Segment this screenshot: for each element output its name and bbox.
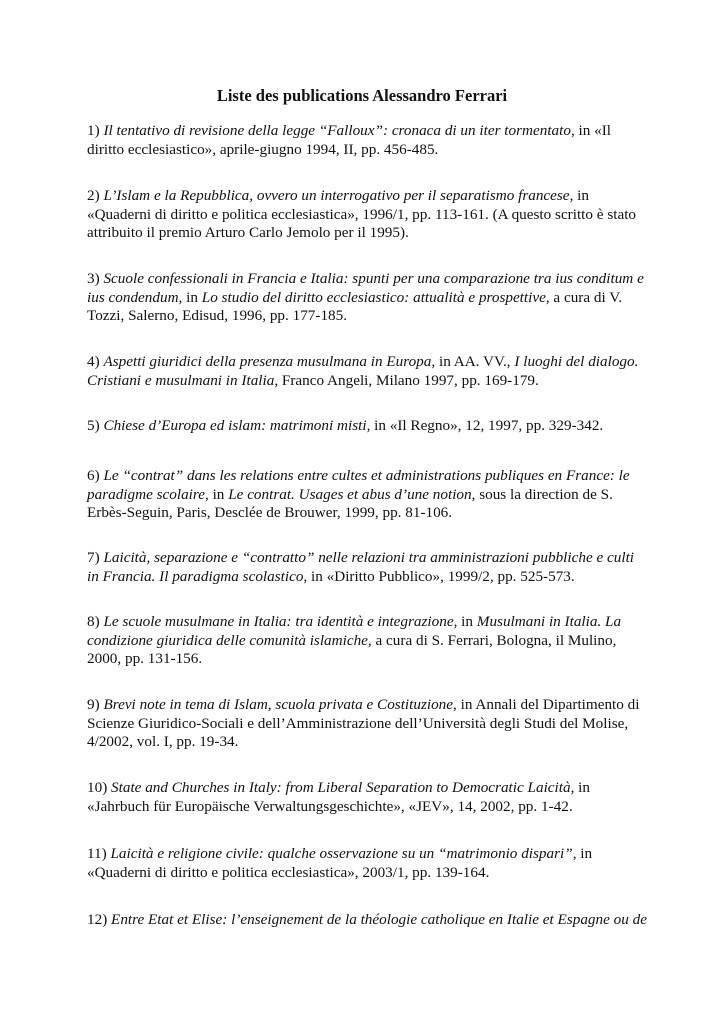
publication-title-text: Le scuole musulmane in Italia: tra identità e integrazione xyxy=(103,613,454,630)
publication-text: 2) xyxy=(87,187,104,204)
publication-title-text: Lo studio del diritto ecclesiastico: attualità e prospettive xyxy=(201,288,546,306)
publication-entry xyxy=(87,613,647,669)
publication-entry xyxy=(87,845,647,882)
publication-title-text: Laicità e religione civile: qualche osservazione su un “matrimonio dispari” xyxy=(110,845,573,862)
publication-title-text: Le contrat. Usages et abus d’une notion xyxy=(228,485,472,503)
publication-text: 7) xyxy=(87,549,104,566)
publication-text: 5) xyxy=(87,417,104,434)
publication-entry xyxy=(87,417,647,436)
publication-title-text: I luoghi del dialogo. Cristiani e musulmani in Italia xyxy=(87,353,639,389)
publication-title-text: State and Churches in Italy: from Liberal Separation to Democratic Laicità xyxy=(111,779,571,796)
publication-title-text: Le “contrat” dans les relations entre cultes et administrations publiques en France: le paradigme scolaire xyxy=(87,467,630,503)
publication-text: 4) xyxy=(87,353,104,370)
publication-text: 6) xyxy=(87,467,104,484)
publication-title-text: Laicità, separazione e “contratto” nelle relazioni tra amministrazioni pubbliche e culti in Francia. Il paradigma scolastico xyxy=(87,549,635,585)
page-title: Liste des publications Alessandro Ferrari xyxy=(216,86,508,105)
publication-text: , in AA. VV., xyxy=(431,353,515,370)
publication-text: 8) xyxy=(87,613,104,630)
publication-title-text: L’Islam e la Repubblica, ovvero un interrogativo per il separatismo francese xyxy=(103,187,570,204)
publication-text: , sous la direction de S. Erbès-Seguin, Paris, Desclée de Brouwer, 1999, pp. 81-106. xyxy=(87,485,613,522)
publication-text: , in Annali del Dipartimento di Scienze Giuridico-Sociali e dell’Amministrazione dell’Università degli Studi del Molise, 4/2002, vol. I, pp. 19-34. xyxy=(87,696,640,751)
publication-text: 9) xyxy=(87,696,104,713)
publication-entry xyxy=(87,122,647,159)
publication-title-text: Entre Etat et Elise: l’enseignement de la théologie catholique en Italie et Espagne ou de xyxy=(111,911,647,928)
publication-text: , Franco Angeli, Milano 1997, pp. 169-179. xyxy=(274,371,539,389)
publication-text: , a cura di V. Tozzi, Salerno, Edisud, 1996, pp. 177-185. xyxy=(87,288,623,325)
publication-entry xyxy=(87,549,647,586)
publication-entry xyxy=(87,270,647,326)
publication-text: , in xyxy=(453,613,477,630)
publication-text: 12) xyxy=(87,911,112,928)
publication-title-text: Aspetti giuridici della presenza musulmana in Europa xyxy=(103,353,432,370)
publication-entry xyxy=(87,696,647,752)
publication-entry xyxy=(87,779,647,816)
publication-text: , in xyxy=(178,288,202,306)
publication-text: 1) xyxy=(87,122,104,139)
publication-entry xyxy=(87,911,647,930)
publication-title-text: Chiese d’Europa ed islam: matrimoni misti xyxy=(103,417,367,434)
publication-text: , a cura di S. Ferrari, Bologna, il Mulino, 2000, pp. 131-156. xyxy=(87,631,617,668)
publication-title-text: Brevi note in tema di Islam, scuola privata e Costituzione xyxy=(103,696,454,713)
publication-text: 3) xyxy=(87,270,104,287)
publication-text: , in «Il diritto ecclesiastico», aprile-giugno 1994, II, pp. 456-485. xyxy=(87,122,612,158)
publication-text: , in xyxy=(204,485,229,503)
publication-title-text: Scuole confessionali in Francia e Italia: spunti per una comparazione tra ius conditum e ius condendum xyxy=(87,270,644,306)
publication-entry xyxy=(87,187,647,243)
publication-title-text: Musulmani in Italia. La condizione giuridica delle comunità islamiche xyxy=(87,613,622,649)
publication-title-text: Il tentativo di revisione della legge “Falloux”: cronaca di un iter tormentato xyxy=(103,122,571,139)
publication-text: , in «Diritto Pubblico», 1999/2, pp. 525-573. xyxy=(303,567,575,585)
publication-text: 10) xyxy=(87,779,112,796)
publication-text: , in «Il Regno», 12, 1997, pp. 329-342. xyxy=(366,417,604,434)
publication-text: , in «Jahrbuch für Europäische Verwaltungsgeschichte», «JEV», 14, 2002, pp. 1-42. xyxy=(87,779,590,815)
publication-entry xyxy=(87,467,647,523)
publication-entry xyxy=(87,353,647,390)
publication-text: , in «Quaderni di diritto e politica ecclesiastica», 2003/1, pp. 139-164. xyxy=(87,845,593,881)
publication-text: , in «Quaderni di diritto e politica ecclesiastica», 1996/1, pp. 113-161. (A questo scritto è stato attribuito il premio Arturo Carlo Jemolo per il 1995). xyxy=(87,187,637,242)
publication-text: 11) xyxy=(87,845,111,862)
